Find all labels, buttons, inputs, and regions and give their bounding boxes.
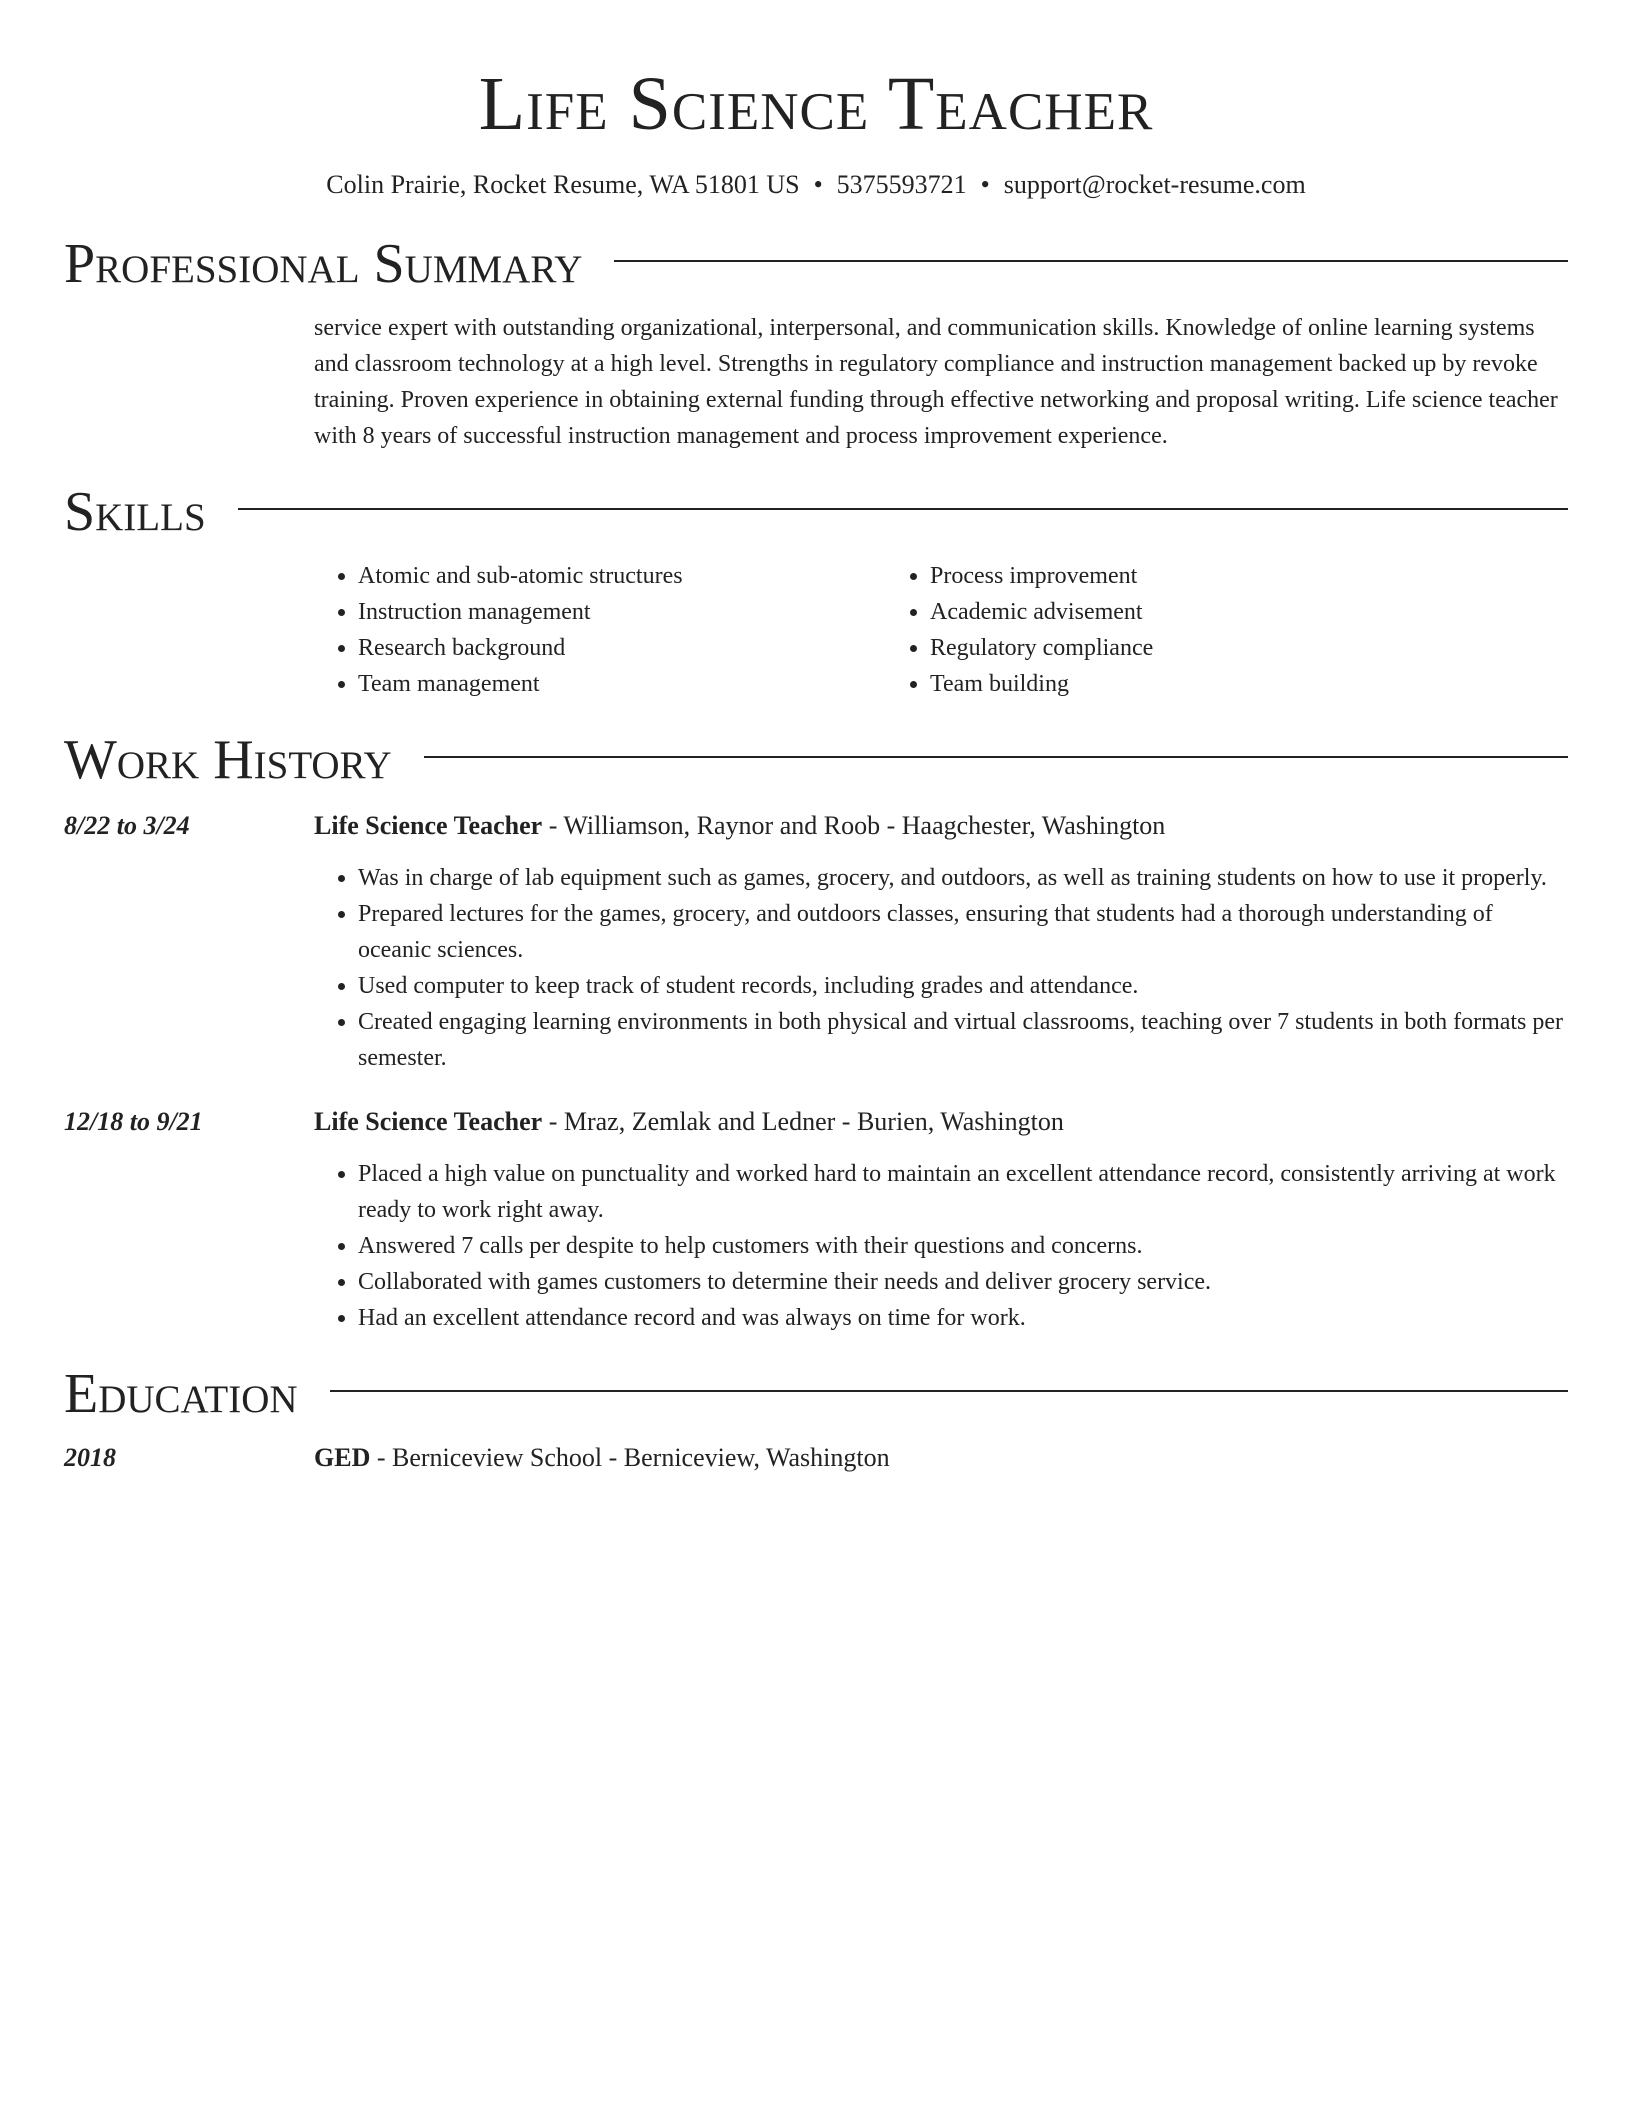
- dash: -: [542, 1107, 564, 1136]
- education-school: Berniceview School: [392, 1443, 603, 1472]
- skill-item: • Research background: [358, 630, 886, 666]
- skill-item: • Regulatory compliance: [930, 630, 1458, 666]
- job-bullet: • Answered 7 calls per despite to help customers with their questions and concerns.: [358, 1228, 1568, 1264]
- section-heading-education: Education: [64, 1363, 298, 1425]
- work-history-section: [64, 728, 1568, 1336]
- summary-text: service expert with outstanding organizational, interpersonal, and communication skills. Knowledge of online learning systems and classroom technology at a high level. Strengths in regulatory compliance and instruction management backed up by revoke training. Proven experience in obtaining external funding through effective networking and proposal writing. Life science teacher with 8 years of successful instruction management and process improvement experience.: [314, 315, 1558, 449]
- skills-grid: [314, 558, 1568, 702]
- job-dates: 8/22 to 3/24: [64, 811, 190, 840]
- dash: -: [835, 1107, 857, 1136]
- skills-section: [64, 480, 1568, 702]
- job-bullets: [314, 860, 1568, 1076]
- skill-item: • Process improvement: [930, 558, 1458, 594]
- section-heading-skills: Skills: [64, 481, 206, 543]
- job-bullet: • Created engaging learning environments in both physical and virtual classrooms, teaching over 7 students in both formats per semester.: [358, 1004, 1568, 1076]
- job-bullets: [314, 1156, 1568, 1336]
- dash: -: [602, 1443, 624, 1472]
- job-bullet: • Collaborated with games customers to determine their needs and deliver grocery service.: [358, 1264, 1568, 1300]
- section-heading-work-history: Work History: [64, 729, 392, 791]
- skills-list-right: [886, 558, 1458, 702]
- job-bullet: • Placed a high value on punctuality and worked hard to maintain an excellent attendance record, consistently arriving at work ready to work right away.: [358, 1156, 1568, 1228]
- job-entry: [64, 1104, 1568, 1336]
- skill-item: • Team management: [358, 666, 886, 702]
- job-bullet: • Prepared lectures for the games, grocery, and outdoors classes, ensuring that students had a thorough understanding of oceanic sciences.: [358, 896, 1568, 968]
- skills-left-gutter: [64, 544, 314, 702]
- job-entry: [64, 808, 1568, 1076]
- contact-email: support@rocket-resume.com: [1003, 170, 1306, 199]
- work-heading-row: [64, 728, 1568, 792]
- contact-separator: •: [813, 170, 823, 199]
- education-location: Berniceview, Washington: [623, 1443, 890, 1472]
- skills-list-left: [314, 558, 886, 702]
- job-bullet: • Had an excellent attendance record and was always on time for work.: [358, 1300, 1568, 1336]
- education-year: 2018: [64, 1443, 116, 1472]
- education-heading-row: [64, 1362, 1568, 1426]
- education-degree: GED: [314, 1443, 371, 1472]
- contact-address: Colin Prairie, Rocket Resume, WA 51801 US: [326, 170, 800, 199]
- job-title: Life Science Teacher: [314, 1107, 543, 1136]
- contact-phone: 5375593721: [836, 170, 967, 199]
- dash: -: [370, 1443, 393, 1472]
- skill-item: • Instruction management: [358, 594, 886, 630]
- job-bullet: • Used computer to keep track of student records, including grades and attendance.: [358, 968, 1568, 1004]
- section-divider: [238, 508, 1568, 510]
- job-title: Life Science Teacher: [314, 811, 543, 840]
- job-dates: 12/18 to 9/21: [64, 1107, 203, 1136]
- skill-item: • Atomic and sub-atomic structures: [358, 558, 886, 594]
- section-divider: [614, 260, 1568, 262]
- summary-left-gutter: [64, 296, 314, 454]
- section-divider: [424, 756, 1568, 758]
- job-title-line: [314, 1104, 1568, 1140]
- skill-item: • Academic advisement: [930, 594, 1458, 630]
- dash: -: [542, 811, 564, 840]
- job-location: Burien, Washington: [856, 1107, 1064, 1136]
- summary-heading-row: [64, 232, 1568, 296]
- education-section: [64, 1362, 1568, 1476]
- section-heading-summary: Professional Summary: [64, 233, 583, 295]
- page-title: Life Science Teacher: [478, 62, 1154, 146]
- skills-heading-row: [64, 480, 1568, 544]
- contact-line: [64, 168, 1568, 202]
- education-line: [314, 1440, 1568, 1476]
- contact-separator: •: [980, 170, 990, 199]
- section-divider: [330, 1390, 1568, 1392]
- skill-item: • Team building: [930, 666, 1458, 702]
- job-bullet: • Was in charge of lab equipment such as games, grocery, and outdoors, as well as training students on how to use it properly.: [358, 860, 1568, 896]
- job-location: Haagchester, Washington: [901, 811, 1166, 840]
- education-entry: [64, 1440, 1568, 1476]
- job-company: Mraz, Zemlak and Ledner: [563, 1107, 836, 1136]
- job-company: Williamson, Raynor and Roob: [563, 811, 881, 840]
- dash: -: [880, 811, 902, 840]
- summary-section: [64, 232, 1568, 454]
- job-title-line: [314, 808, 1568, 844]
